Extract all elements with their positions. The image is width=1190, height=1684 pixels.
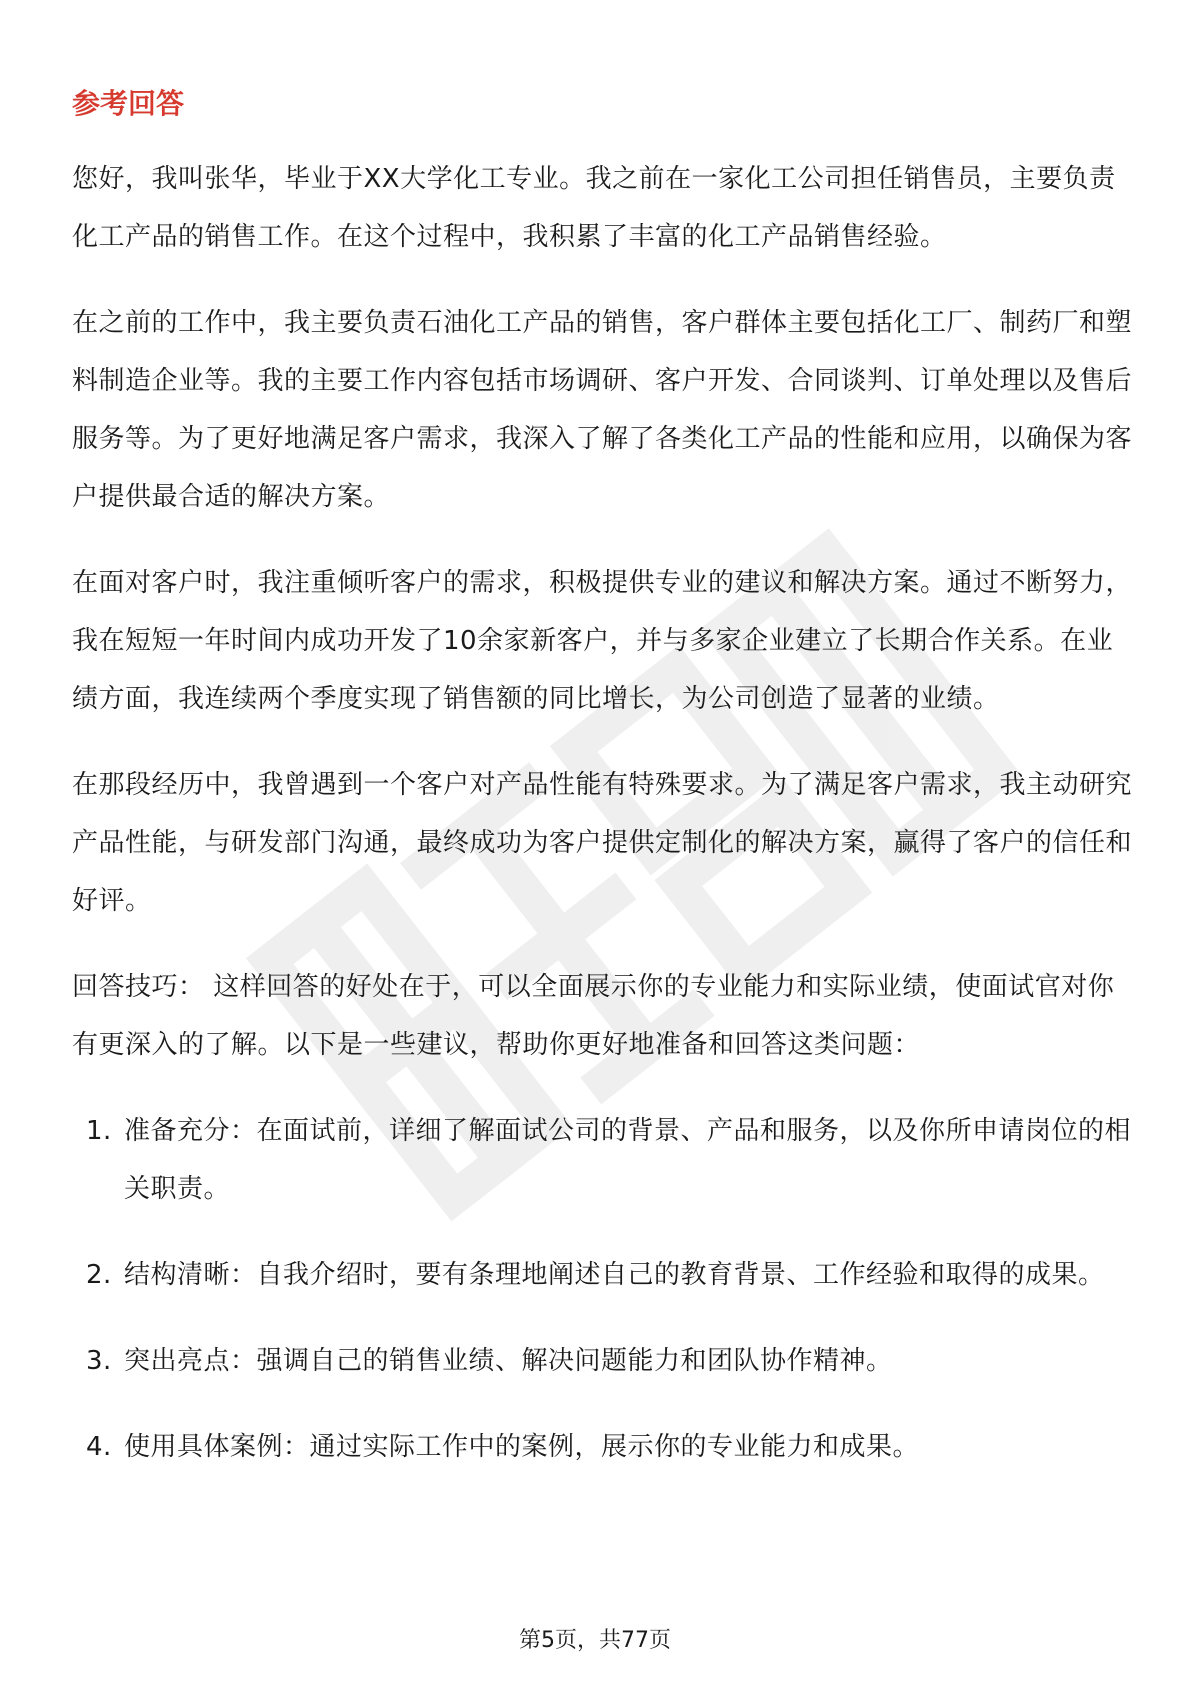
paragraph-case: 在那段经历中，我曾遇到一个客户对产品性能有特殊要求。为了满足客户需求，我主动研究产品性能，与研发部门沟通，最终成功为客户提供定制化的解决方案，赢得了客户的信任和好评。: [72, 770, 1133, 916]
list-item: [72, 1102, 1132, 1218]
list-item-text: 突出亮点：强调自己的销售业绩、解决问题能力和团队协作精神。: [124, 1346, 893, 1376]
paragraph-answer-tips: 回答技巧： 这样回答的好处在于，可以全面展示你的专业能力和实际业绩，使面试官对你有更深入的了解。以下是一些建议，帮助你更好地准备和回答这类问题：: [72, 972, 1115, 1060]
page-number-footer: 第5页，共77页: [519, 1628, 671, 1653]
list-item-number: 4.: [86, 1432, 112, 1462]
list-item-text: 使用具体案例：通过实际工作中的案例，展示你的专业能力和成果。: [124, 1432, 920, 1462]
list-item: [72, 1418, 1132, 1476]
list-item-text: 结构清晰：自我介绍时，要有条理地阐述自己的教育背景、工作经验和取得的成果。: [124, 1260, 1105, 1290]
paragraph-achievements: 在面对客户时，我注重倾听客户的需求，积极提供专业的建议和解决方案。通过不断努力，我在短短一年时间内成功开发了10余家新客户，并与多家企业建立了长期合作关系。在业绩方面，我连续两个季度实现了销售额的同比增长，为公司创造了显著的业绩。: [72, 568, 1133, 714]
list-item-number: 2.: [86, 1260, 112, 1290]
list-item-number: 1.: [86, 1116, 112, 1146]
list-item: [72, 1332, 1132, 1390]
list-item-text: 准备充分：在面试前，详细了解面试公司的背景、产品和服务，以及你所申请岗位的相关职责。: [124, 1116, 1132, 1204]
list-item-number: 3.: [86, 1346, 112, 1376]
list-item: [72, 1246, 1132, 1304]
paragraph-work-experience: 在之前的工作中，我主要负责石油化工产品的销售，客户群体主要包括化工厂、制药厂和塑料制造企业等。我的主要工作内容包括市场调研、客户开发、合同谈判、订单处理以及售后服务等。为了更好地满足客户需求，我深入了解了各类化工产品的性能和应用，以确保为客户提供最合适的解决方案。: [72, 308, 1133, 512]
content-area: [72, 84, 1132, 1504]
paragraph-intro: 您好，我叫张华，毕业于XX大学化工专业。我之前在一家化工公司担任销售员，主要负责化工产品的销售工作。在这个过程中，我积累了丰富的化工产品销售经验。: [72, 164, 1116, 252]
tips-list: [72, 1102, 1132, 1476]
reference-answer-heading: 参考回答: [72, 87, 185, 120]
